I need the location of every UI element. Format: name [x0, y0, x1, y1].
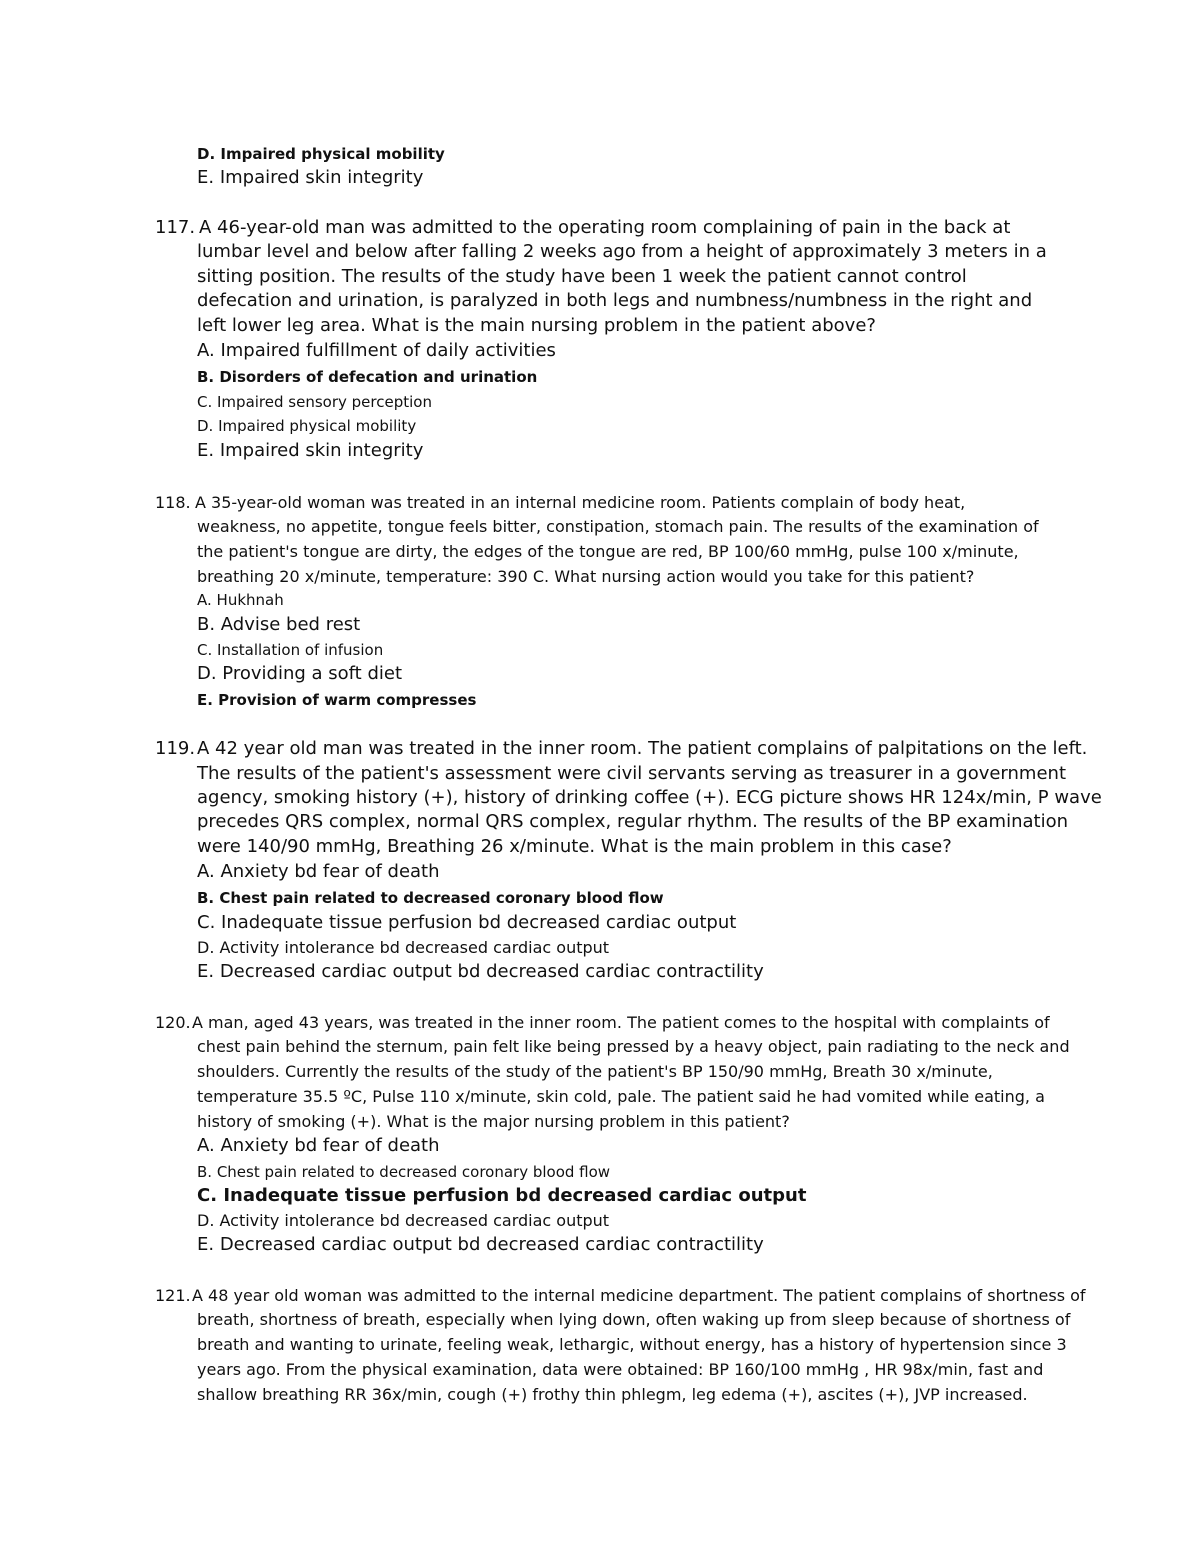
question-text-line: weakness, no appetite, tongue feels bitter, constipation, stomach pain. The results of the examination of [197, 517, 1039, 536]
question-text-line: history of smoking (+). What is the major nursing problem in this patient? [197, 1112, 790, 1131]
q119-option-c: C. Inadequate tissue perfusion bd decreased cardiac output [197, 912, 737, 933]
question-text-line: lumbar level and below after falling 2 weeks ago from a height of approximately 3 meters in a [197, 241, 1047, 262]
q120-option-c: C. Inadequate tissue perfusion bd decreased cardiac output [197, 1185, 807, 1206]
question-text-line: The results of the patient's assessment were civil servants serving as treasurer in a government [197, 763, 1067, 784]
question-number: 119. [155, 738, 196, 759]
question-number: 121. [155, 1286, 191, 1305]
q118-option-a: A. Hukhnah [197, 591, 284, 609]
question-text-line: A 46-year-old man was admitted to the operating room complaining of pain in the back at [199, 217, 1011, 238]
q119-option-d: D. Activity intolerance bd decreased cardiac output [197, 938, 610, 957]
q117-option-c: C. Impaired sensory perception [197, 393, 432, 411]
q120-option-e: E. Decreased cardiac output bd decreased cardiac contractility [197, 1234, 764, 1255]
q117-option-e: E. Impaired skin integrity [197, 440, 424, 461]
question-text-line: A man, aged 43 years, was treated in the inner room. The patient comes to the hospital with complaints of [192, 1013, 1050, 1032]
q117-option-d: D. Impaired physical mobility [197, 417, 417, 435]
prev-option-e: E. Impaired skin integrity [197, 167, 424, 188]
question-text-line: sitting position. The results of the study have been 1 week the patient cannot control [197, 266, 967, 287]
q119-option-a: A. Anxiety bd fear of death [197, 861, 440, 882]
q119-option-e: E. Decreased cardiac output bd decreased cardiac contractility [197, 961, 764, 982]
question-text-line: shallow breathing RR 36x/min, cough (+) frothy thin phlegm, leg edema (+), ascites (+), JVP increased. [197, 1385, 1028, 1404]
prev-option-d: D. Impaired physical mobility [197, 145, 445, 163]
question-text-line: chest pain behind the sternum, pain felt like being pressed by a heavy object, pain radiating to the neck and [197, 1037, 1070, 1056]
q118-option-b: B. Advise bed rest [197, 614, 361, 635]
question-text-line: left lower leg area. What is the main nursing problem in the patient above? [197, 315, 876, 336]
question-text-line: years ago. From the physical examination, data were obtained: BP 160/100 mmHg , HR 98x/min, fast and [197, 1360, 1044, 1379]
q118-option-e: E. Provision of warm compresses [197, 691, 477, 709]
question-number: 118. [155, 493, 191, 512]
question-text-line: were 140/90 mmHg, Breathing 26 x/minute. What is the main problem in this case? [197, 836, 952, 857]
question-text-line: breath, shortness of breath, especially when lying down, often waking up from sleep because of shortness of [197, 1310, 1071, 1329]
question-number: 120. [155, 1013, 191, 1032]
q118-option-d: D. Providing a soft diet [197, 663, 402, 684]
q120-option-d: D. Activity intolerance bd decreased cardiac output [197, 1211, 610, 1230]
question-text-line: breathing 20 x/minute, temperature: 390 C. What nursing action would you take for this patient? [197, 567, 975, 586]
q117-option-b: B. Disorders of defecation and urination [197, 368, 538, 386]
question-text-line: defecation and urination, is paralyzed in both legs and numbness/numbness in the right and [197, 290, 1033, 311]
q120-option-a: A. Anxiety bd fear of death [197, 1135, 440, 1156]
question-text-line: temperature 35.5 ºC, Pulse 110 x/minute, skin cold, pale. The patient said he had vomited while eating, a [197, 1087, 1045, 1106]
question-text-line: breath and wanting to urinate, feeling weak, lethargic, without energy, has a history of hypertension since 3 [197, 1335, 1067, 1354]
question-text-line: agency, smoking history (+), history of drinking coffee (+). ECG picture shows HR 124x/min, P wave [197, 787, 1102, 808]
question-number: 117. [155, 217, 196, 238]
q117-option-a: A. Impaired fulfillment of daily activities [197, 340, 556, 361]
q118-option-c: C. Installation of infusion [197, 641, 384, 659]
q120-option-b: B. Chest pain related to decreased coronary blood flow [197, 1163, 611, 1181]
question-text-line: A 35-year-old woman was treated in an internal medicine room. Patients complain of body heat, [195, 493, 966, 512]
question-text-line: the patient's tongue are dirty, the edges of the tongue are red, BP 100/60 mmHg, pulse 100 x/minute, [197, 542, 1019, 561]
question-text-line: A 48 year old woman was admitted to the internal medicine department. The patient complains of shortness of [192, 1286, 1086, 1305]
question-text-line: A 42 year old man was treated in the inner room. The patient complains of palpitations on the left. [197, 738, 1088, 759]
q119-option-b: B. Chest pain related to decreased coronary blood flow [197, 889, 664, 907]
question-text-line: shoulders. Currently the results of the study of the patient's BP 150/90 mmHg, Breath 30 x/minute, [197, 1062, 993, 1081]
question-text-line: precedes QRS complex, normal QRS complex, regular rhythm. The results of the BP examination [197, 811, 1068, 832]
